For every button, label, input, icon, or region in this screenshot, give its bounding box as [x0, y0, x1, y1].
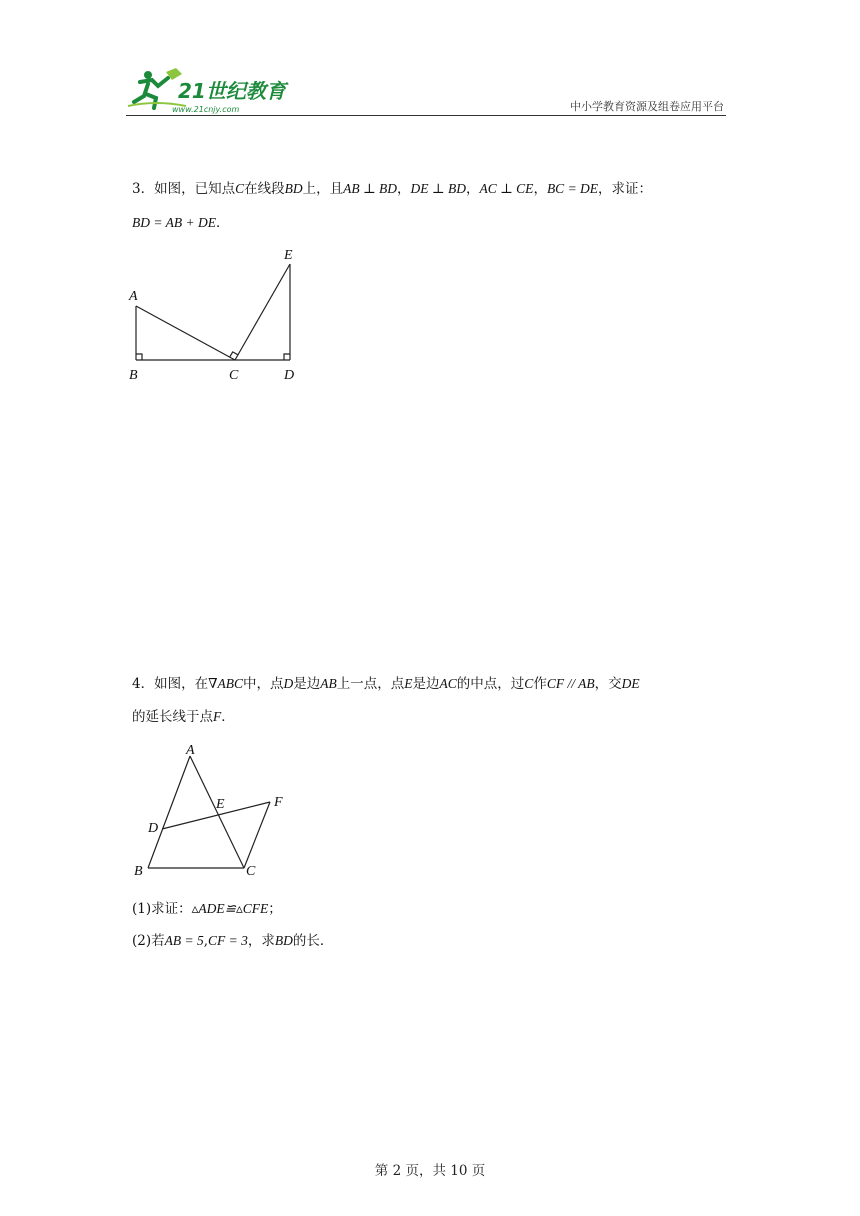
segment-ac — [136, 306, 235, 360]
label-c: C — [246, 864, 256, 879]
logo-text: 21世纪教育 — [178, 79, 286, 103]
platform-name: 中小学教育资源及组卷应用平台 — [570, 100, 724, 113]
label-e: E — [284, 248, 293, 263]
q3-number: 3． — [132, 181, 155, 197]
label-c: C — [229, 368, 239, 383]
label-b: B — [134, 864, 143, 879]
label-e: E — [216, 797, 225, 812]
right-angle-b — [136, 354, 142, 360]
segment-ac — [190, 756, 244, 868]
q4-line-1: 4．如图，在∇ABC中，点D是边AB上一点，点E是边AC的中点，过C作CF // AB，交DE — [132, 676, 640, 692]
label-d: D — [284, 368, 295, 383]
logo-url: www.21cnjy.com — [172, 105, 240, 114]
q4-part-1: (1)求证：▵ADE≌▵CFE； — [132, 901, 282, 917]
q3-line-2: BD = AB + DE． — [132, 215, 230, 231]
page-header — [126, 66, 726, 116]
q3-figure — [125, 244, 315, 386]
label-a: A — [186, 743, 195, 758]
label-d: D — [148, 821, 159, 836]
page-footer: 第 2 页，共 10 页 — [374, 1163, 486, 1179]
header-rule — [126, 115, 726, 116]
q3-line-1: 3．如图，已知点C在线段BD上，且AB ⊥ BD，DE ⊥ BD，AC ⊥ CE，BC = DE，求证： — [132, 181, 653, 197]
right-angle-d — [284, 354, 290, 360]
segment-cf — [244, 802, 270, 868]
segment-ce — [235, 264, 290, 360]
q4-number: 4． — [132, 676, 155, 692]
label-b: B — [129, 368, 138, 383]
q4-part-2: (2)若AB = 5,CF = 3，求BD的长． — [132, 933, 334, 949]
segment-ab — [148, 756, 190, 868]
q4-figure — [128, 738, 298, 884]
label-f: F — [274, 795, 283, 810]
label-a: A — [129, 289, 138, 304]
logo-21cnjy — [126, 66, 296, 114]
q4-line-2: 的延长线于点F． — [132, 709, 235, 725]
